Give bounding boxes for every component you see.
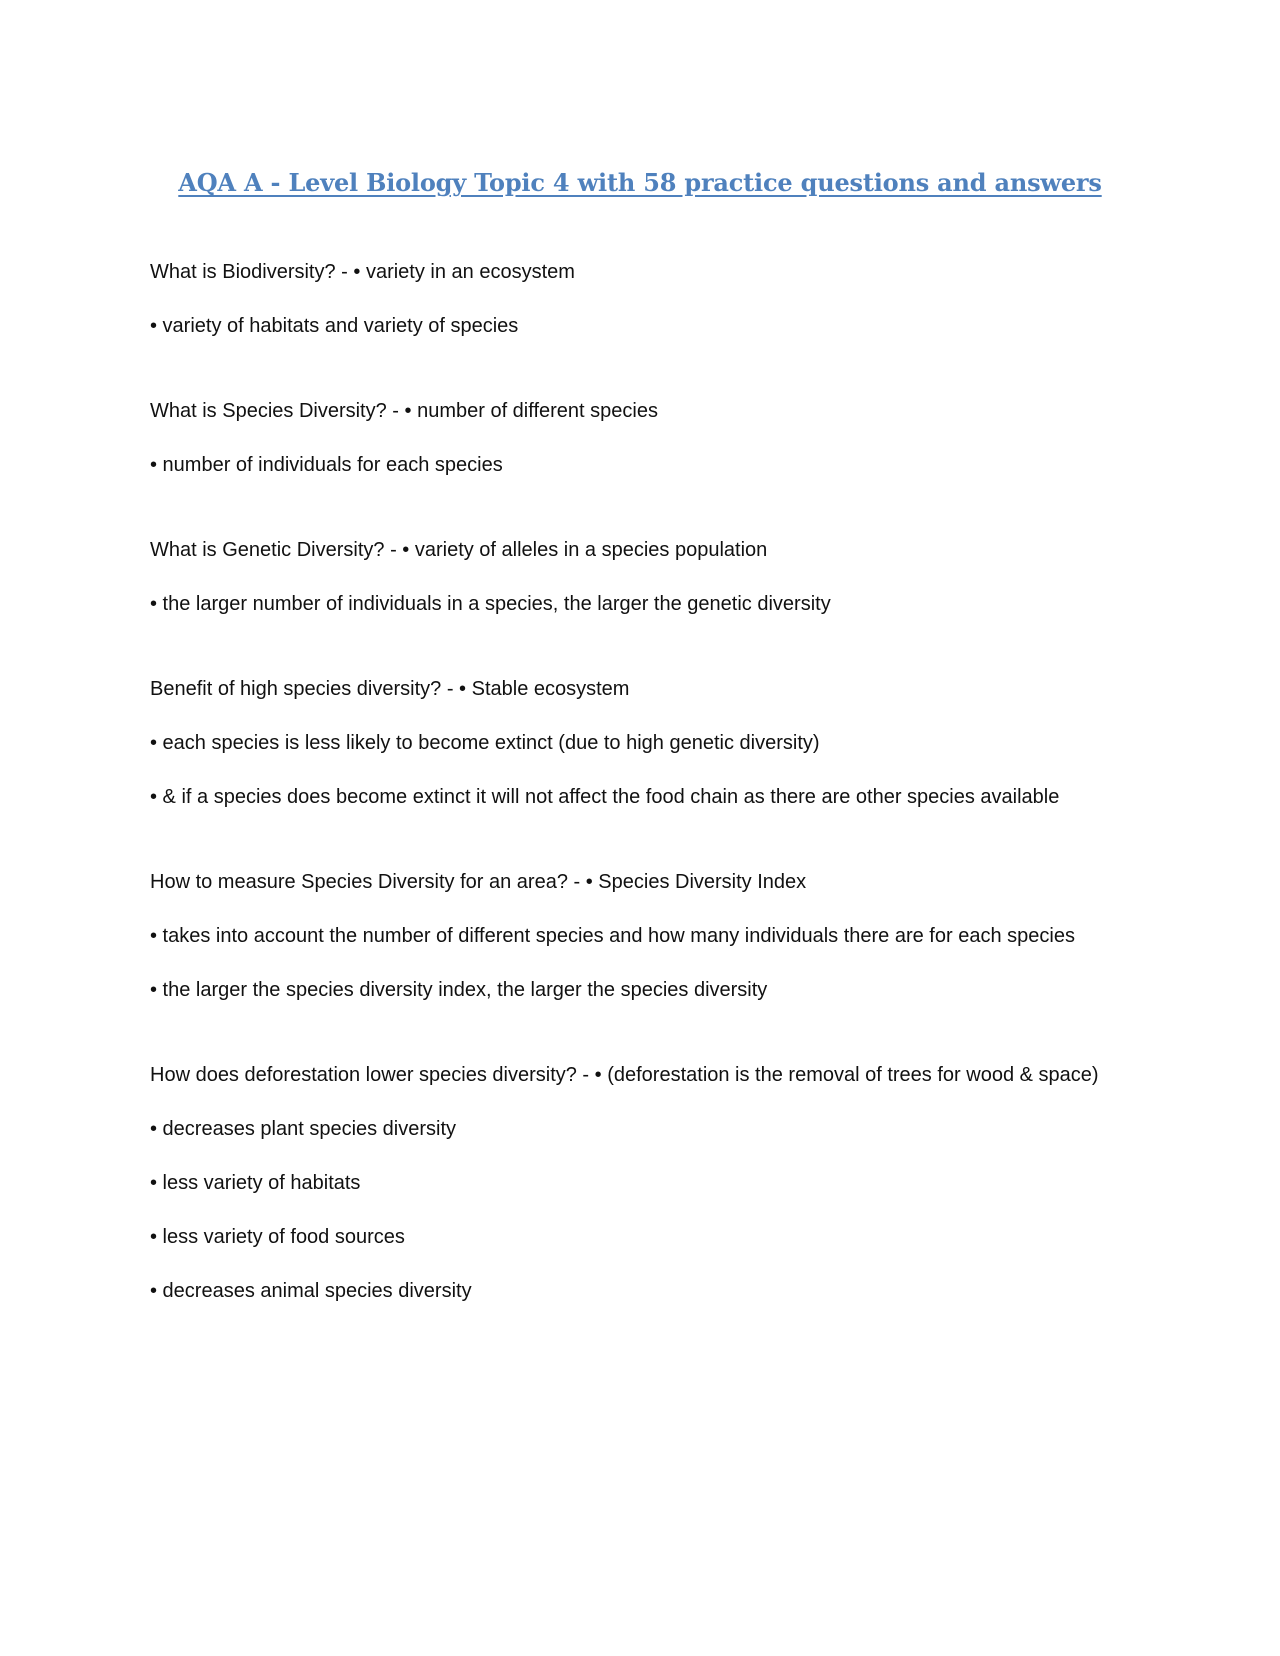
qa-block-deforestation xyxy=(150,1059,1110,1307)
answer-bullet: • less variety of habitats xyxy=(150,1172,361,1194)
question-text: What is Biodiversity? - • variety in an ecosystem xyxy=(150,261,575,283)
question-text: Benefit of high species diversity? - • Stable ecosystem xyxy=(150,678,630,700)
qa-block-genetic-diversity xyxy=(150,534,1110,620)
qa-block-biodiversity xyxy=(150,256,1110,342)
answer-bullet: • & if a species does become extinct it will not affect the food chain as there are other species available xyxy=(150,786,1060,808)
answer-bullet: • the larger the species diversity index, the larger the species diversity xyxy=(150,979,768,1001)
answer-bullet: • number of individuals for each species xyxy=(150,454,503,476)
answer-bullet: • decreases plant species diversity xyxy=(150,1118,457,1140)
document-title: AQA A - Level Biology Topic 4 with 58 practice questions and answers xyxy=(178,168,1102,197)
answer-bullet: • the larger number of individuals in a species, the larger the genetic diversity xyxy=(150,593,831,615)
document-body xyxy=(150,256,1110,1360)
question-text: What is Species Diversity? - • number of different species xyxy=(150,400,658,422)
qa-block-benefit-high-diversity xyxy=(150,673,1110,813)
question-text: How to measure Species Diversity for an area? - • Species Diversity Index xyxy=(150,871,807,893)
answer-bullet: • decreases animal species diversity xyxy=(150,1280,472,1302)
qa-block-measure-diversity xyxy=(150,866,1110,1006)
question-text: How does deforestation lower species diversity? - • (deforestation is the removal of trees for wood & space) xyxy=(150,1064,1099,1086)
answer-bullet: • each species is less likely to become extinct (due to high genetic diversity) xyxy=(150,732,820,754)
qa-block-species-diversity xyxy=(150,395,1110,481)
answer-bullet: • variety of habitats and variety of species xyxy=(150,315,519,337)
answer-bullet: • less variety of food sources xyxy=(150,1226,405,1248)
answer-bullet: • takes into account the number of different species and how many individuals there are for each species xyxy=(150,925,1075,947)
question-text: What is Genetic Diversity? - • variety of alleles in a species population xyxy=(150,539,768,561)
